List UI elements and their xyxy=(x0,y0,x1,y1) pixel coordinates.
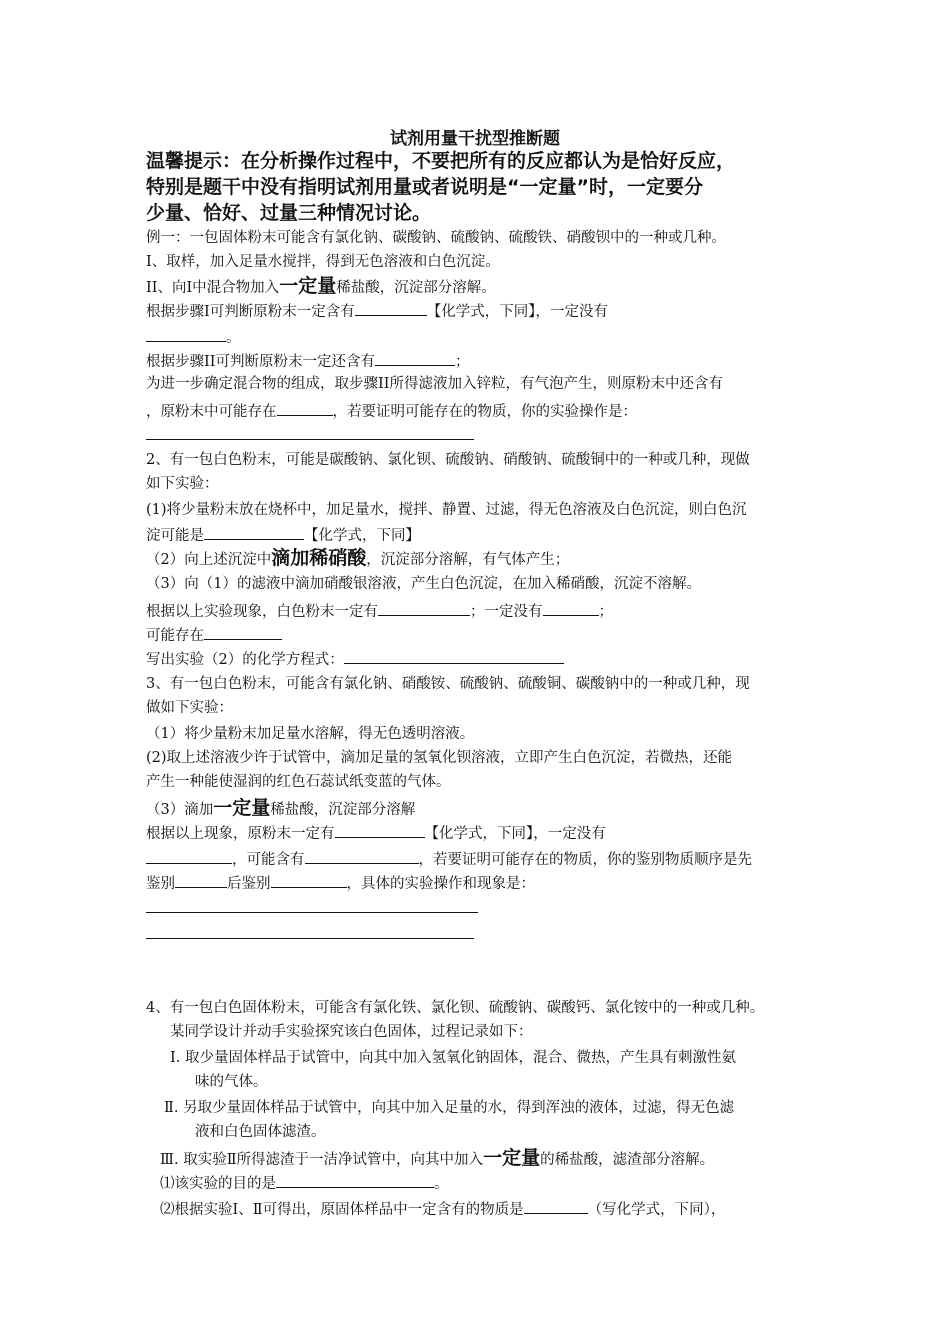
answer-blank[interactable] xyxy=(335,822,425,838)
answer-blank[interactable] xyxy=(277,400,333,416)
q3-line-8: ，可能含有 ，若要证明可能存在的物质，你的鉴别物质顺序是先 xyxy=(146,848,752,870)
q4-question-2: ⑵根据实验Ⅰ、Ⅱ可得出，原固体样品中一定含有的物质是 （写化学式，下同）， xyxy=(160,1198,725,1220)
q3-line-6: （3）滴加一定量稀盐酸，沉淀部分溶解 xyxy=(146,797,416,819)
answer-blank[interactable] xyxy=(146,326,226,342)
answer-blank[interactable] xyxy=(146,848,232,864)
q2-line-9: 写出实验（2）的化学方程式： xyxy=(146,648,564,670)
q2-line-6: （3）向（1）的滤液中滴加硝酸银溶液，产生白色沉淀，在加入稀硝酸，沉淀不溶解。 xyxy=(146,576,701,592)
answer-blank[interactable] xyxy=(375,350,455,366)
ex1-line-7: 为进一步确定混合物的组成，取步骤II所得滤液加入锌粒，有气泡产生，则原粉末中还含有 xyxy=(146,376,723,392)
q4-step-2-cont: 液和白色固体滤渣。 xyxy=(195,1124,326,1140)
q3-line-3: （1）将少量粉末加足量水溶解，得无色透明溶液。 xyxy=(146,726,475,742)
q4-step-1-cont: 味的气体。 xyxy=(195,1074,268,1090)
tip-line-3: 少量、恰好、过量三种情况讨论。 xyxy=(146,202,432,224)
q3-line-2: 做如下实验： xyxy=(146,700,233,716)
ex1-line-2: I、取样，加入足量水搅拌，得到无色溶液和白色沉淀。 xyxy=(146,254,500,270)
emphasis-text: 一定量 xyxy=(213,797,271,819)
q2-line-5: （2）向上述沉淀中滴加稀硝酸，沉淀部分溶解，有气体产生； xyxy=(146,547,570,569)
q2-line-4: 淀可能是 【化学式，下同】 xyxy=(146,524,420,546)
ex1-line-8: ，原粉末中可能存在 ，若要证明可能存在的物质，你的实验操作是： xyxy=(146,400,637,422)
tip-line-1: 温馨提示：在分析操作过程中，不要把所有的反应都认为是恰好反应， xyxy=(146,150,736,172)
emphasis-text: 一定量 xyxy=(483,1147,541,1169)
q4-step-1: I. 取少量固体样品于试管中，向其中加入氢氧化钠固体，混合、微热，产生具有刺激性氨 xyxy=(170,1050,736,1066)
answer-blank[interactable] xyxy=(524,1198,588,1214)
q2-line-8: 可能存在 xyxy=(146,624,282,646)
answer-line[interactable] xyxy=(146,938,474,939)
ex1-line-5: 。 xyxy=(146,326,241,348)
q4-line-2: 某同学设计并动手实验探究该白色固体，过程记录如下： xyxy=(170,1024,533,1040)
q2-line-1: 2、有一包白色粉末，可能是碳酸钠、氯化钡、硫酸钠、硝酸钠、硫酸铜中的一种或几种，现做 xyxy=(146,452,750,468)
q3-line-7: 根据以上现象，原粉末一定有 【化学式，下同】，一定没有 xyxy=(146,822,606,844)
answer-blank[interactable] xyxy=(204,624,282,640)
q3-line-4: (2)取上述溶液少许于试管中，滴加足量的氢氧化钡溶液，立即产生白色沉淀，若微热，还能 xyxy=(146,750,733,766)
emphasis-text: 一定量 xyxy=(279,275,337,297)
document-title: 试剂用量干扰型推断题 xyxy=(390,129,560,149)
q4-step-2: Ⅱ. 另取少量固体样品于试管中，向其中加入足量的水，得到浑浊的液体，过滤，得无色滤 xyxy=(164,1100,735,1116)
tip-line-2: 特别是题干中没有指明试剂用量或者说明是“一定量”时，一定要分 xyxy=(146,176,703,198)
q2-line-3: (1)将少量粉末放在烧杯中，加足量水，搅拌、静置、过滤，得无色溶液及白色沉淀，则白色沉 xyxy=(146,502,747,518)
answer-blank[interactable] xyxy=(276,1172,434,1188)
answer-blank[interactable] xyxy=(378,600,470,616)
q3-line-5: 产生一种能使湿润的红色石蕊试纸变蓝的气体。 xyxy=(146,774,451,790)
ex1-line-6: 根据步骤II可判断原粉末一定还含有 ； xyxy=(146,350,469,372)
q2-line-7: 根据以上实验现象，白色粉末一定有 ；一定没有 ； xyxy=(146,600,613,622)
answer-line[interactable] xyxy=(146,439,474,440)
ex1-line-1: 例一：一包固体粉末可能含有氯化钠、碳酸钠、硫酸钠、硫酸铁、硝酸钡中的一种或几种。 xyxy=(146,230,726,246)
answer-blank[interactable] xyxy=(543,600,599,616)
q3-line-1: 3、有一包白色粉末，可能含有氯化钠、硝酸铵、硫酸钠、硫酸铜、碳酸钠中的一种或几种，现 xyxy=(146,676,750,692)
emphasis-text: 滴加稀硝酸 xyxy=(271,547,367,569)
ex1-line-4: 根据步骤I可判断原粉末一定含有 【化学式，下同】，一定没有 xyxy=(146,300,608,322)
q4-line-1: 4、有一包白色固体粉末，可能含有氯化铁、氯化钡、硫酸钠、碳酸钙、氯化铵中的一种或几种。 xyxy=(146,1000,765,1016)
answer-line[interactable] xyxy=(146,912,478,913)
answer-blank[interactable] xyxy=(305,848,419,864)
q4-step-3: Ⅲ. 取实验Ⅱ所得滤渣于一洁净试管中，向其中加入一定量的稀盐酸，滤渣部分溶解。 xyxy=(160,1147,715,1169)
answer-blank[interactable] xyxy=(175,872,227,888)
ex1-line-3: II、向I中混合物加入一定量稀盐酸，沉淀部分溶解。 xyxy=(146,275,496,297)
answer-blank[interactable] xyxy=(344,648,564,664)
answer-blank[interactable] xyxy=(204,524,304,540)
q3-line-9: 鉴别 后鉴别 ，具体的实验操作和现象是： xyxy=(146,872,535,894)
q4-question-1: ⑴该实验的目的是 。 xyxy=(160,1172,449,1194)
answer-blank[interactable] xyxy=(355,300,427,316)
answer-blank[interactable] xyxy=(271,872,347,888)
q2-line-2: 如下实验： xyxy=(146,476,219,492)
